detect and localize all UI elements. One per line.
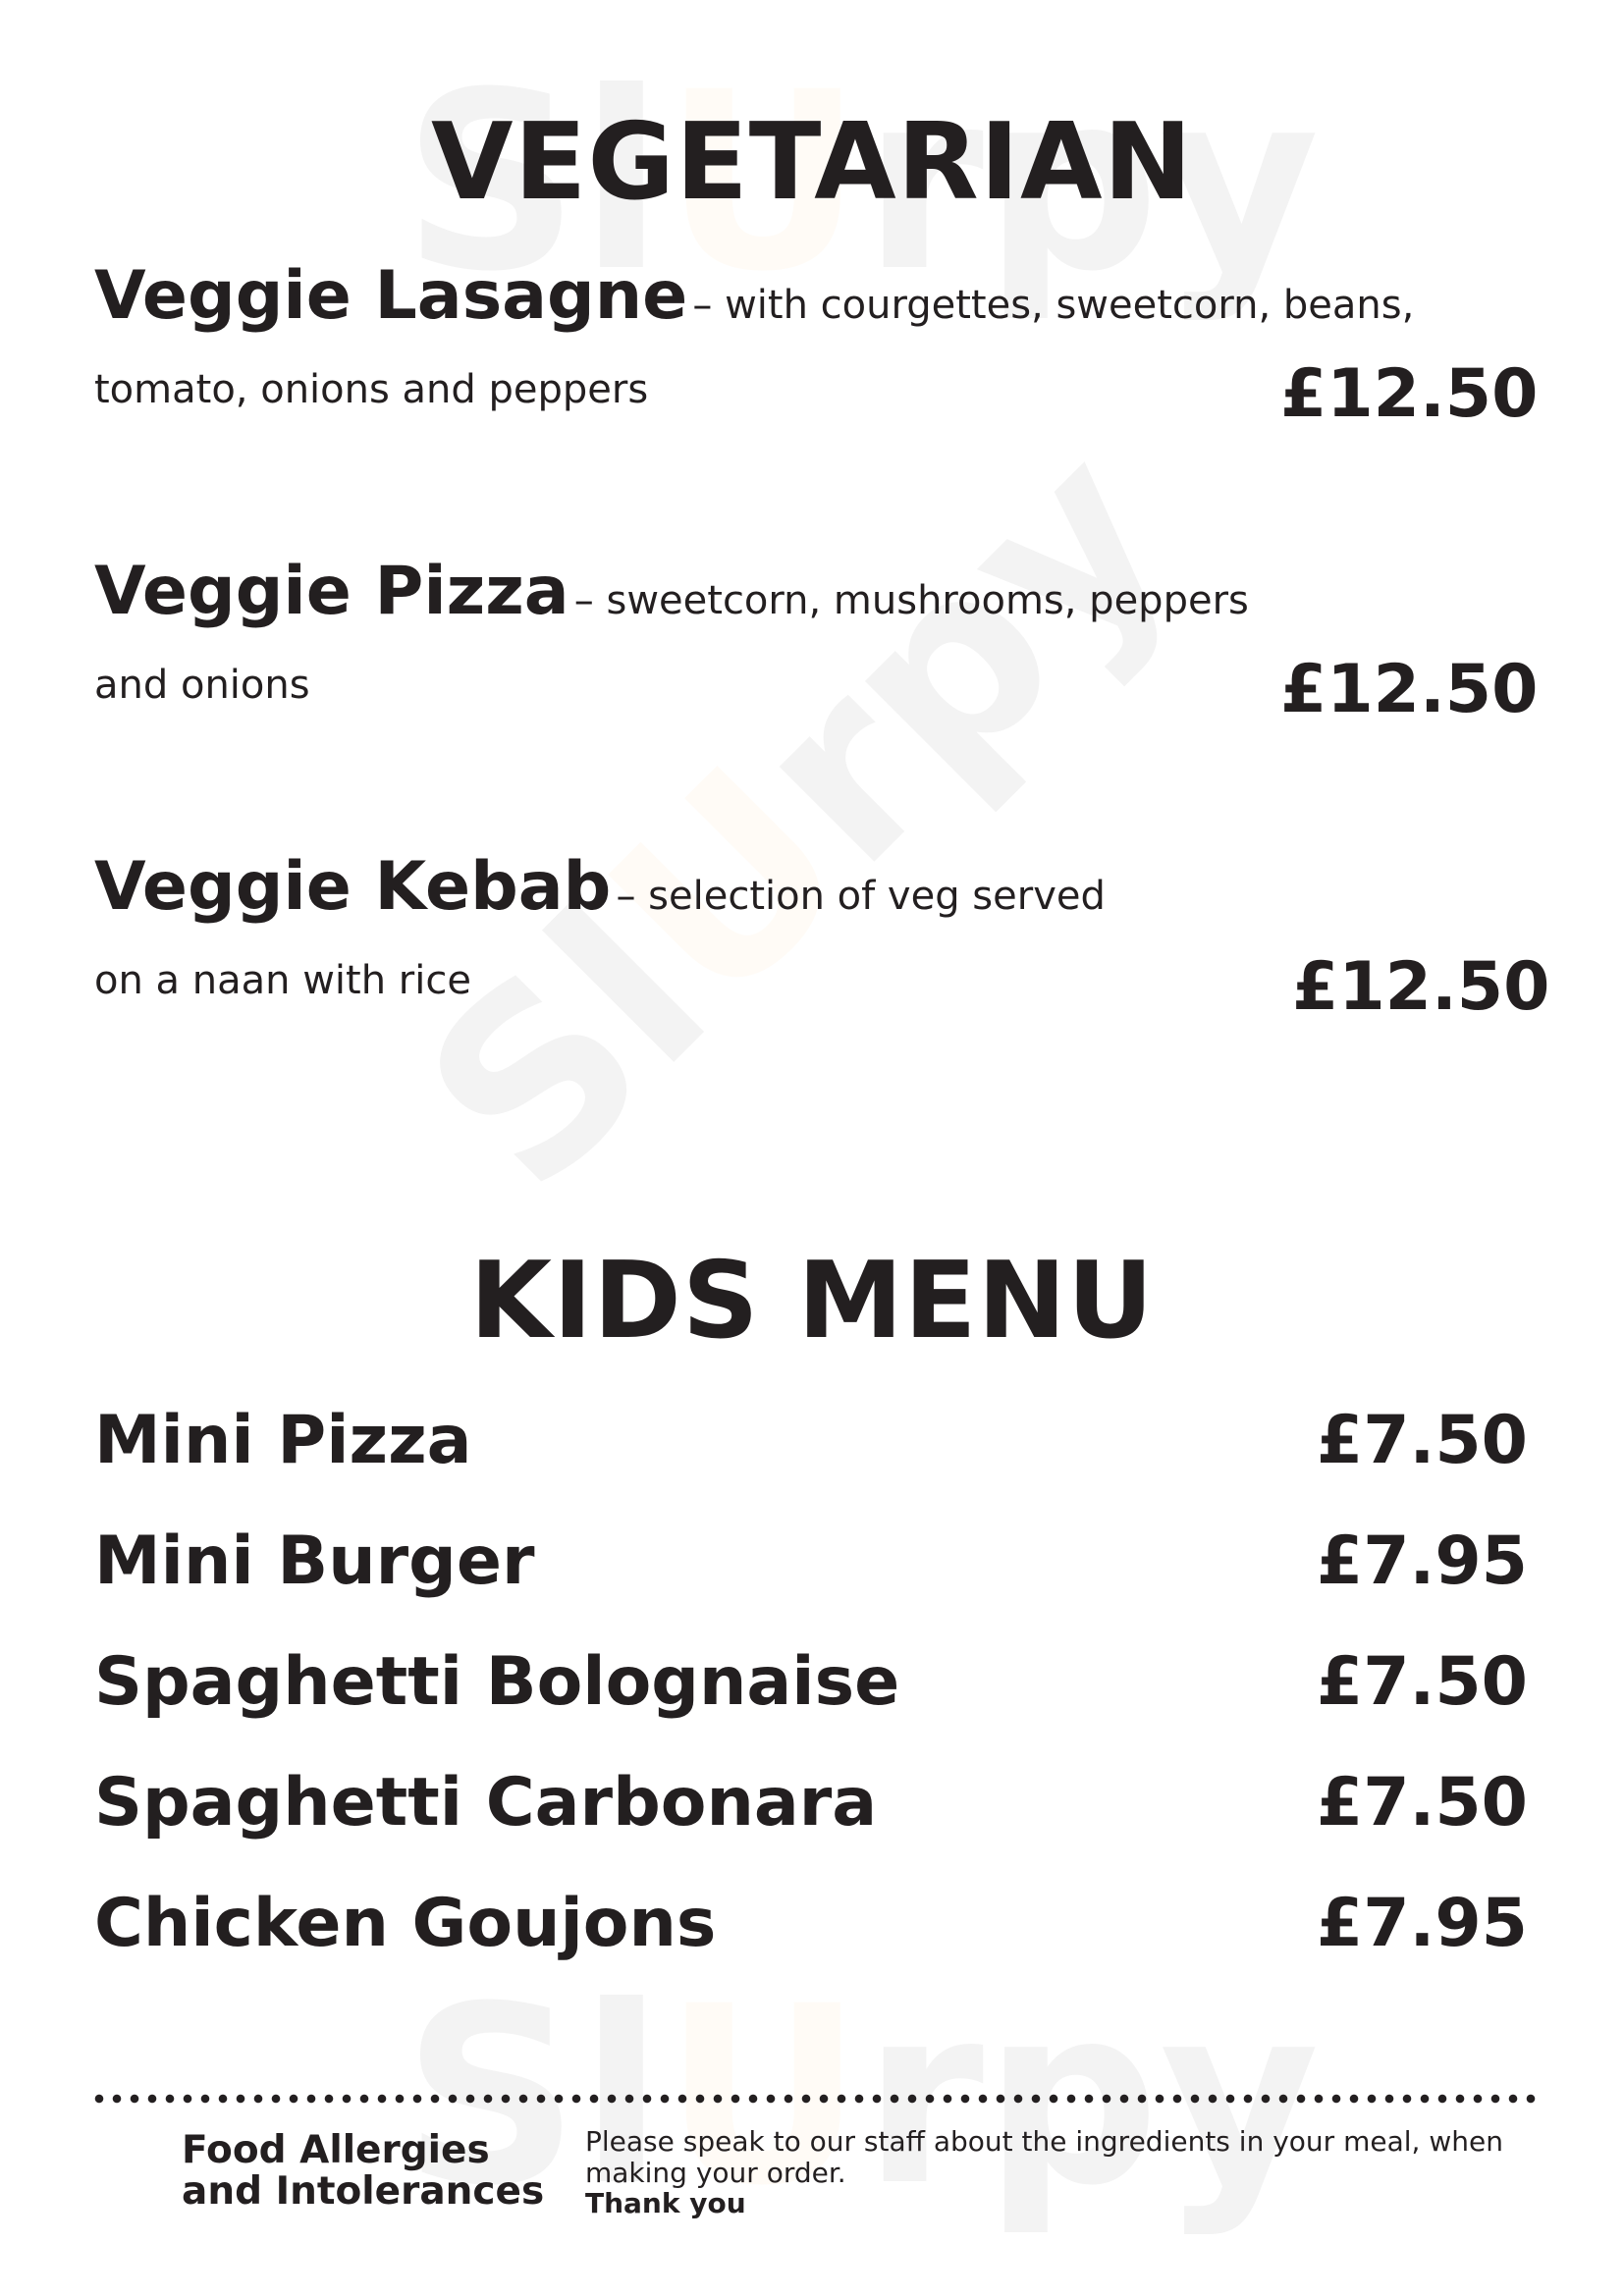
dish-description-continued: on a naan with rice [94,958,471,1003]
kids-item-name: Spaghetti Carbonara [94,1764,878,1842]
allergy-notice-text: Please speak to our staff about the ingredients in your meal, when making your order. [585,2125,1503,2189]
dish-name: Veggie Kebab [94,848,612,926]
kids-item-name: Spaghetti Bolognaise [94,1643,900,1721]
dish-price: £12.50 [1280,651,1539,728]
kids-item-price: £7.50 [1316,1402,1528,1479]
vegetarian-title: VEGETARIAN [431,101,1193,224]
kids-item-row [94,1522,1528,1611]
kids-item-row [94,1643,1528,1732]
kids-item-price: £7.50 [1316,1764,1528,1842]
dish-veggie-kebab [94,848,1550,1031]
kids-item-price: £7.95 [1316,1885,1528,1962]
dish-price: £12.50 [1280,355,1539,433]
dish-description: – with courgettes, sweetcorn, beans, [692,283,1415,328]
kids-item-name: Mini Pizza [94,1402,472,1479]
dish-price: £12.50 [1292,948,1550,1026]
dish-name: Veggie Pizza [94,553,569,630]
kids-item-row [94,1402,1528,1490]
dish-name: Veggie Lasagne [94,257,688,335]
watermark-logo-middle [373,393,1223,1243]
kids-item-price: £7.95 [1316,1522,1528,1600]
dish-description-continued: tomato, onions and peppers [94,367,649,412]
kids-item-row [94,1764,1528,1852]
dish-veggie-pizza [94,553,1539,735]
allergy-heading-line: and Intolerances [182,2169,545,2215]
kids-item-name: Chicken Goujons [94,1885,717,1962]
dotted-divider [90,2093,1543,2105]
dish-description: – selection of veg served [616,874,1106,919]
kids-item-price: £7.50 [1316,1643,1528,1721]
allergy-thanks: Thank you [585,2187,746,2220]
dish-description-continued: and onions [94,663,310,708]
allergy-heading [182,2130,544,2213]
kids-item-name: Mini Burger [94,1522,535,1600]
allergy-notice [585,2126,1528,2219]
dish-description: – sweetcorn, mushrooms, peppers [573,578,1249,623]
kids-menu-title: KIDS MENU [469,1240,1155,1362]
dish-veggie-lasagne [94,257,1539,440]
kids-item-row [94,1885,1528,1973]
allergy-heading-line: Food Allergies [182,2128,490,2172]
